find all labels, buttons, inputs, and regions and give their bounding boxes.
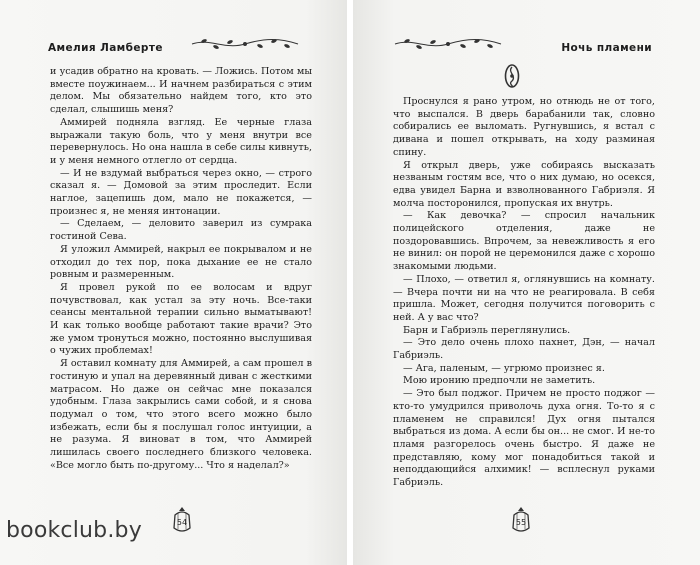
- running-head-author: Амелия Ламберте: [48, 42, 163, 54]
- paragraph: Я провел рукой по ее волосам и вдруг почувствовал, как устал за эту ночь. Все-таки сеансы ментальной терапии сильно выматывают! И как только вообще работают такие врачи? Это же умом тронуться можно, постоянно выслушивая о чужих проблемах!: [50, 281, 312, 357]
- body-text: [393, 96, 655, 490]
- paragraph: Я открыл дверь, уже собираясь высказать незваным гостям все, что о них думаю, но осекся, едва увидел Барна и взволнованного Габриэля. Я молча посторонился, пропуская их внутрь.: [393, 159, 655, 209]
- watermark: bookclub.by: [6, 518, 142, 543]
- paragraph: — Плохо, — ответил я, оглянувшись на комнату. — Вчера почти ни на что не реагировала. В себя пришла. Может, сегодня получится поговорить с ней. А у вас что?: [393, 273, 655, 323]
- paragraph: Мою иронию предпочли не заметить.: [403, 375, 596, 387]
- paragraph: Я оставил комнату для Аммирей, а сам прошел в гостиную и упал на деревянный диван с жесткими матрасом. Но даже он сейчас мне показался удобным. Глаза закрылись сами собой, и я снова подумал о том, что этого всего можно было избежать, если бы я послушал голос интуиции, а не разума. Я виноват в том, что Аммирей лишилась своего последнего близкого человека. «Все могло быть по-другому... Что я наделал?»: [50, 358, 312, 471]
- paragraph: — Как девочка? — спросил начальник полицейского отделения, даже не поздоровавшись. Впрочем, за невежливость я его не винил: он порой не церемонился даже с хорошо знакомыми людьми.: [393, 210, 655, 273]
- page-number: 54: [176, 518, 188, 527]
- vine-ornament-icon: [190, 36, 300, 56]
- paragraph: Барн и Габриэль переглянулись.: [403, 324, 571, 336]
- paragraph: — Ага, паленым, — угрюмо произнес я.: [403, 362, 605, 374]
- paragraph: Проснулся я рано утром, но отнюдь не от того, что выспался. В дверь барабанили так, словно собирались ее выломать. Ругнувшись, я встал с дивана и пошел открывать, на ходу разминая спину.: [393, 96, 655, 158]
- paragraph: и усадив обратно на кровать. — Ложись. Потом мы вместе поужинаем... И начнем разбираться с этим делом. Мы обязательно найдем того, кто это сделал, слышишь меня?: [50, 66, 312, 116]
- running-head-title: Ночь пламени: [561, 42, 652, 54]
- paragraph: Аммирей подняла взгляд. Ее черные глаза выражали такую боль, что у меня внутри все перевернулось. Но она нашла в себе силы кивнуть, и у меня немного отлегло от сердца.: [50, 116, 312, 166]
- left-page: [0, 0, 347, 565]
- page-number-badge: [170, 506, 194, 534]
- paragraph: — Это был поджог. Причем не просто поджог — кто-то умудрился приволочь духа огня. То-то я с пламенем не справился! Дух огня пытался выбраться из дома. А если бы он... не смог. И не-то пламя разгорелось очень быстро. Я даже не представляю, кому мог понадобиться такой и неподдающийся алхимик! — всплеснул руками Габриэль.: [393, 388, 655, 489]
- paragraph: — И не вздумай выбраться через окно, — строго сказал я. — Домовой за этим проследит. Если наглое, зацепишь дом, мало не покажется, — произнес я, не меняя интонации.: [50, 167, 312, 217]
- vine-ornament-icon: [393, 36, 503, 56]
- page-number-badge: [509, 506, 533, 534]
- body-text: [50, 66, 312, 473]
- page-number: 55: [515, 518, 527, 527]
- chapter-emblem-icon: [502, 62, 522, 94]
- right-page: [353, 0, 700, 565]
- paragraph: — Сделаем, — деловито заверил из сумрака гостиной Сева.: [50, 218, 312, 243]
- paragraph: Я уложил Аммирей, накрыл ее покрывалом и не отходил до тех пор, пока дыхание ее не стало ровным и размеренным.: [50, 243, 312, 281]
- paragraph: — Это дело очень плохо пахнет, Дэн, — начал Габриэль.: [393, 337, 655, 362]
